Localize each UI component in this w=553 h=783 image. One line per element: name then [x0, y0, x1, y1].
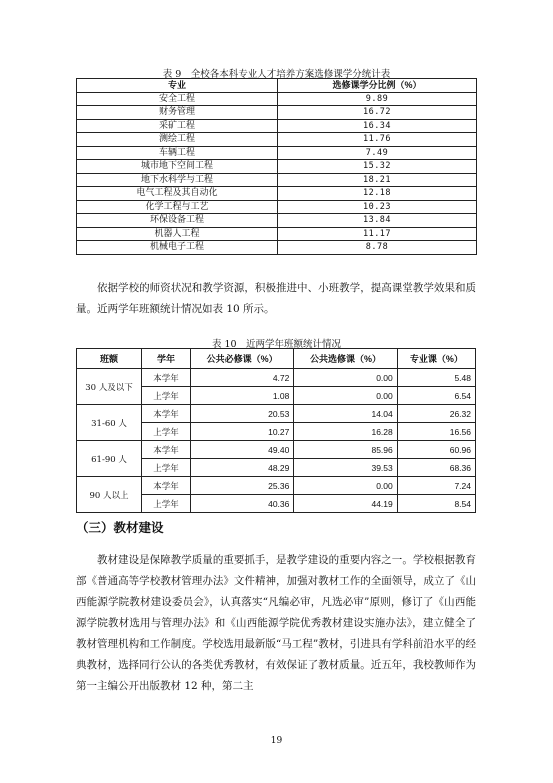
public-elective-cell: 85.96: [294, 441, 397, 459]
major-name-cell: 财务管理: [77, 106, 278, 120]
table-row: [77, 133, 477, 147]
table-row: [77, 227, 477, 241]
paragraph-class-size-intro: 依据学校的师资状况和教学资源，积极推进中、小班教学，提高课堂教学效果和质量。近两学年班额统计情况如表 10 所示。: [76, 282, 476, 315]
table-row: [77, 187, 477, 201]
year-cell: 本学年: [142, 405, 191, 423]
major-course-cell: 16.56: [397, 423, 475, 441]
public-elective-cell: 14.04: [294, 405, 397, 423]
table9-header-row: [77, 79, 477, 93]
elective-ratio-cell: 11.76: [278, 133, 477, 147]
elective-ratio-cell: 12.18: [278, 187, 477, 201]
public-elective-cell: 0.00: [294, 477, 397, 495]
major-name-cell: 电气工程及其自动化: [77, 187, 278, 201]
public-elective-cell: 16.28: [294, 423, 397, 441]
major-name-cell: 机器人工程: [77, 227, 278, 241]
table-row: [77, 200, 477, 214]
table10-header-row: [77, 349, 476, 369]
major-name-cell: 车辆工程: [77, 146, 278, 160]
class-size-group-cell: 61-90 人: [77, 441, 142, 477]
major-name-cell: 测绘工程: [77, 133, 278, 147]
table9-caption: 表 9 全校各本科专业人才培养方案选修课学分统计表: [162, 69, 391, 80]
table10-header-public-elective: 公共选修课（%）: [294, 349, 397, 369]
public-elective-cell: 44.19: [294, 495, 397, 513]
table10-caption: 表 10 近两学年班额统计情况: [211, 339, 342, 350]
year-cell: 上学年: [142, 387, 191, 405]
elective-ratio-cell: 9.89: [278, 92, 477, 106]
table-row: [77, 106, 477, 120]
table9: [76, 78, 477, 255]
year-cell: 本学年: [142, 441, 191, 459]
major-name-cell: 化学工程与工艺: [77, 200, 278, 214]
page-number: 19: [270, 736, 283, 746]
public-elective-cell: 0.00: [294, 387, 397, 405]
elective-ratio-cell: 15.32: [278, 160, 477, 174]
public-elective-cell: 0.00: [294, 369, 397, 387]
public-required-cell: 4.72: [191, 369, 294, 387]
year-cell: 本学年: [142, 477, 191, 495]
table-row: [77, 369, 476, 387]
public-required-cell: 40.36: [191, 495, 294, 513]
table-row: [77, 441, 476, 459]
major-course-cell: 5.48: [397, 369, 475, 387]
table10-header-public-required: 公共必修课（%）: [191, 349, 294, 369]
class-size-group-cell: 90 人以上: [77, 477, 142, 513]
elective-ratio-cell: 11.17: [278, 227, 477, 241]
table-row: [77, 146, 477, 160]
major-course-cell: 7.24: [397, 477, 475, 495]
elective-ratio-cell: 13.84: [278, 214, 477, 228]
year-cell: 上学年: [142, 423, 191, 441]
major-course-cell: 6.54: [397, 387, 475, 405]
public-required-cell: 1.08: [191, 387, 294, 405]
major-name-cell: 采矿工程: [77, 119, 278, 133]
year-cell: 上学年: [142, 495, 191, 513]
major-course-cell: 26.32: [397, 405, 475, 423]
elective-ratio-cell: 16.72: [278, 106, 477, 120]
section-heading-textbooks: （三）教材建设: [76, 520, 164, 535]
major-course-cell: 8.54: [397, 495, 475, 513]
major-name-cell: 环保设备工程: [77, 214, 278, 228]
table10-header-major-course: 专业课（%）: [397, 349, 475, 369]
public-required-cell: 48.29: [191, 459, 294, 477]
table-row: [77, 241, 477, 255]
table9-header-ratio: 选修课学分比例（%）: [278, 79, 477, 93]
major-name-cell: 城市地下空间工程: [77, 160, 278, 174]
major-name-cell: 安全工程: [77, 92, 278, 106]
table-row: [77, 119, 477, 133]
public-required-cell: 49.40: [191, 441, 294, 459]
table-row: [77, 160, 477, 174]
public-elective-cell: 39.53: [294, 459, 397, 477]
table10-header-class-size: 班额: [77, 349, 142, 369]
table-row: [77, 477, 476, 495]
class-size-group-cell: 31-60 人: [77, 405, 142, 441]
table-row: [77, 92, 477, 106]
public-required-cell: 20.53: [191, 405, 294, 423]
public-required-cell: 25.36: [191, 477, 294, 495]
table10-header-year: 学年: [142, 349, 191, 369]
major-name-cell: 机械电子工程: [77, 241, 278, 255]
major-name-cell: 地下水科学与工程: [77, 173, 278, 187]
public-required-cell: 10.27: [191, 423, 294, 441]
elective-ratio-cell: 18.21: [278, 173, 477, 187]
class-size-group-cell: 30 人及以下: [77, 369, 142, 405]
table-row: [77, 405, 476, 423]
elective-ratio-cell: 7.49: [278, 146, 477, 160]
elective-ratio-cell: 10.23: [278, 200, 477, 214]
major-course-cell: 68.36: [397, 459, 475, 477]
year-cell: 本学年: [142, 369, 191, 387]
paragraph-textbook-construction: 教材建设是保障教学质量的重要抓手，是教学建设的重要内容之一。学校根据教育部《普通高等学校教材管理办法》文件精神，加强对教材工作的全面领导，成立了《山西能源学院教材建设委员会》，认真落实“凡编必审，凡选必审”原则，修订了《山西能源学院教材选用与管理办法》和《山西能源学院优秀教材建设实施办法》，建立健全了教材管理机构和工作制度。学校选用最新版“马工程”教材，引进具有学科前沿水平的经典教材，选择同行公认的各类优秀教材，有效保证了教材质量。近五年，我校教师作为第一主编公开出版教材 12 种，第二主: [76, 554, 476, 692]
year-cell: 上学年: [142, 459, 191, 477]
table-row: [77, 173, 477, 187]
table-row: [77, 214, 477, 228]
elective-ratio-cell: 16.34: [278, 119, 477, 133]
elective-ratio-cell: 8.78: [278, 241, 477, 255]
major-course-cell: 60.96: [397, 441, 475, 459]
table9-header-major: 专业: [77, 79, 278, 93]
table10: [76, 348, 476, 513]
